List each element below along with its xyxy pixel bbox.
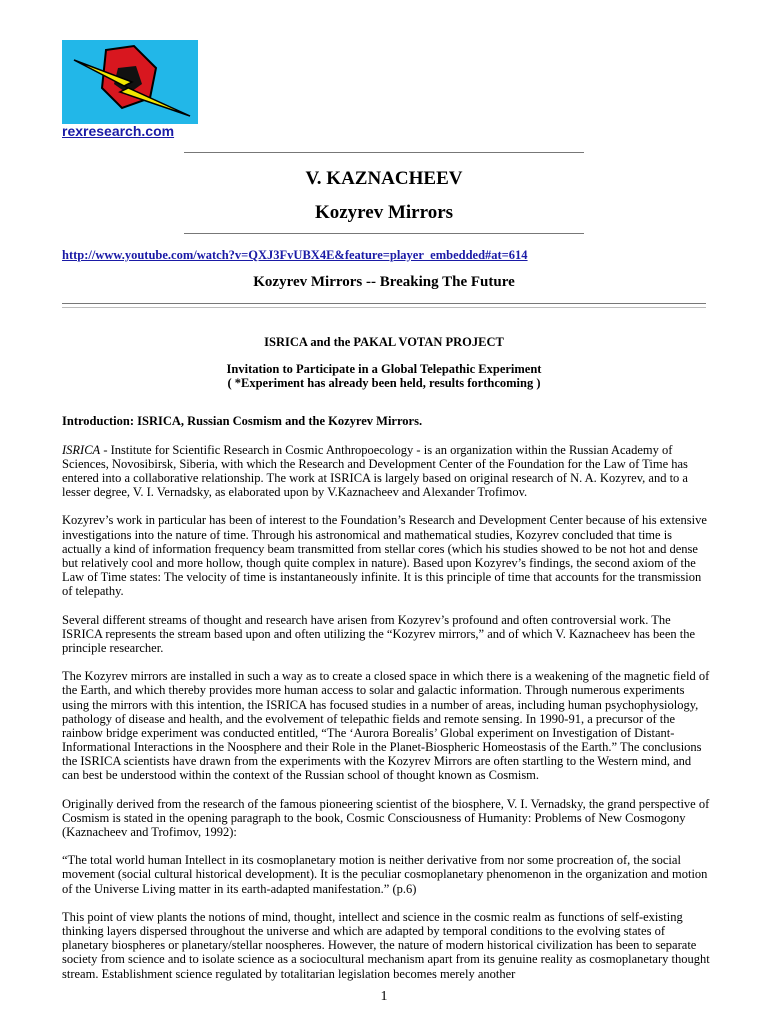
section-divider	[62, 303, 706, 308]
section-heading: ISRICA and the PAKAL VOTAN PROJECT	[264, 335, 504, 349]
paragraph-1-text: - Institute for Scientific Research in Cosmic Anthropoecology - is an organization within the Russian Academy of Sciences, Novosibirsk, Siberia, with which the Research and Development Center of the Foundation for the Law of Time has entered into a collaborative relationship. The work at ISRICA is largely based on original research of N. A. Kozyrev, and to a lesser degree, V. I. Vernadsky, as elaborated upon by V.Kaznacheev and Alexander Trofimov.	[62, 442, 688, 499]
paragraph-2: Kozyrev’s work in particular has been of interest to the Foundation’s Research and Development Center because of his extensive investigations into the nature of time. Through his astronomical and mathematical studies, Kozyrev concluded that time is actually a kind of information frequency beam transmitted from stellar cores (which his studies showed to be not hot and dense but relatively cool and more hollow, though quite complex in nature). Based upon Kozyrev’s findings, the second axiom of the Law of Time states: The velocity of time is instantaneously infinite. It is this principle of time that accounts for the transmission of telepathy.	[62, 513, 707, 598]
quote-paragraph: “The total world human Intellect in its cosmoplanetary motion is neither derivative from nor some procreation of, the social movement (social cultural historical development). It is the peculiar cosmoplanetary phenomenon in the organization and motion of the Universe Living matter in its earth-adapted manifestation.” (p.6)	[62, 853, 708, 896]
header-divider-top	[184, 152, 584, 153]
article-body	[62, 414, 710, 995]
isrica-term: ISRICA	[62, 442, 101, 457]
logo-link[interactable]: rexresearch.com	[62, 123, 175, 139]
paragraph-5: Originally derived from the research of the famous pioneering scientist of the biosphere, V. I. Vernadsky, the grand perspective of Cosmism is stated in the opening paragraph to the book, Cosmic Consciousness of Humanity: Problems of New Cosmogony (Kaznacheev and Trofimov, 1992):	[62, 796, 710, 839]
page-number: 1	[380, 989, 388, 1004]
invitation-heading: Invitation to Participate in a Global Telepathic Experiment	[226, 362, 542, 376]
video-title: Kozyrev Mirrors -- Breaking The Future	[253, 274, 515, 290]
page-title: Kozyrev Mirrors	[314, 202, 454, 223]
logo-graphic	[62, 40, 198, 124]
paragraph-7: This point of view plants the notions of mind, thought, intellect and science in the cosmic realm as functions of self-existing thinking layers dispersed throughout the universe and which are adapted by temporal conditions to the evolving states of planetary biospheres or planetary/stellar noospheres. However, the nature of modern historical civilization has been to separate society from science and to isolate science as a sociocultural mechanism apart from its genuine reality as cosmoplanetary thought stream. Establishment science regulated by totalitarian legislation becomes merely another	[62, 910, 710, 981]
paragraph-3: Several different streams of thought and research have arisen from Kozyrev’s profound and often controversial work. The ISRICA represents the stream based upon and often utilizing the “Kozyrev mirrors,” and of which V. Kaznacheev has been the principle researcher.	[62, 612, 696, 655]
youtube-link[interactable]: http://www.youtube.com/watch?v=QXJ3FvUBX4E&feature=player_embedded#at=614	[62, 248, 528, 262]
rexresearch-logo[interactable]	[62, 40, 198, 124]
author-name: V. KAZNACHEEV	[305, 168, 463, 189]
paragraph-4: The Kozyrev mirrors are installed in such a way as to create a closed space in which there is a weakening of the magnetic field of the Earth, and which thereby provides more human access to solar and galactic information. Through numerous experiments using the mirrors with this intention, the ISRICA has focused studies in a number of areas, including human psychophysiology, pathology of disease and health, and the evolvement of telepathic fields and remote sensing. In 1990-91, a precursor of the rainbow bridge experiment was conducted entitled, “The ‘Aurora Borealis’ Global experiment on Investigation of Distant-Informational Interactions in the Noosphere and their Role in the Planet-Biospheric Homeostasis of the Earth.” The conclusions the ISRICA scientists have drawn from the experiments with the Kozyrev Mirrors are often startling to the Western mind, and can best be understood within the context of the Russian school of thought known as Cosmism.	[62, 669, 710, 782]
paragraph-1	[62, 443, 710, 499]
header-divider-bottom	[184, 233, 584, 234]
intro-heading: Introduction: ISRICA, Russian Cosmism and the Kozyrev Mirrors.	[62, 414, 423, 428]
experiment-note: ( *Experiment has already been held, results forthcoming )	[227, 376, 541, 390]
